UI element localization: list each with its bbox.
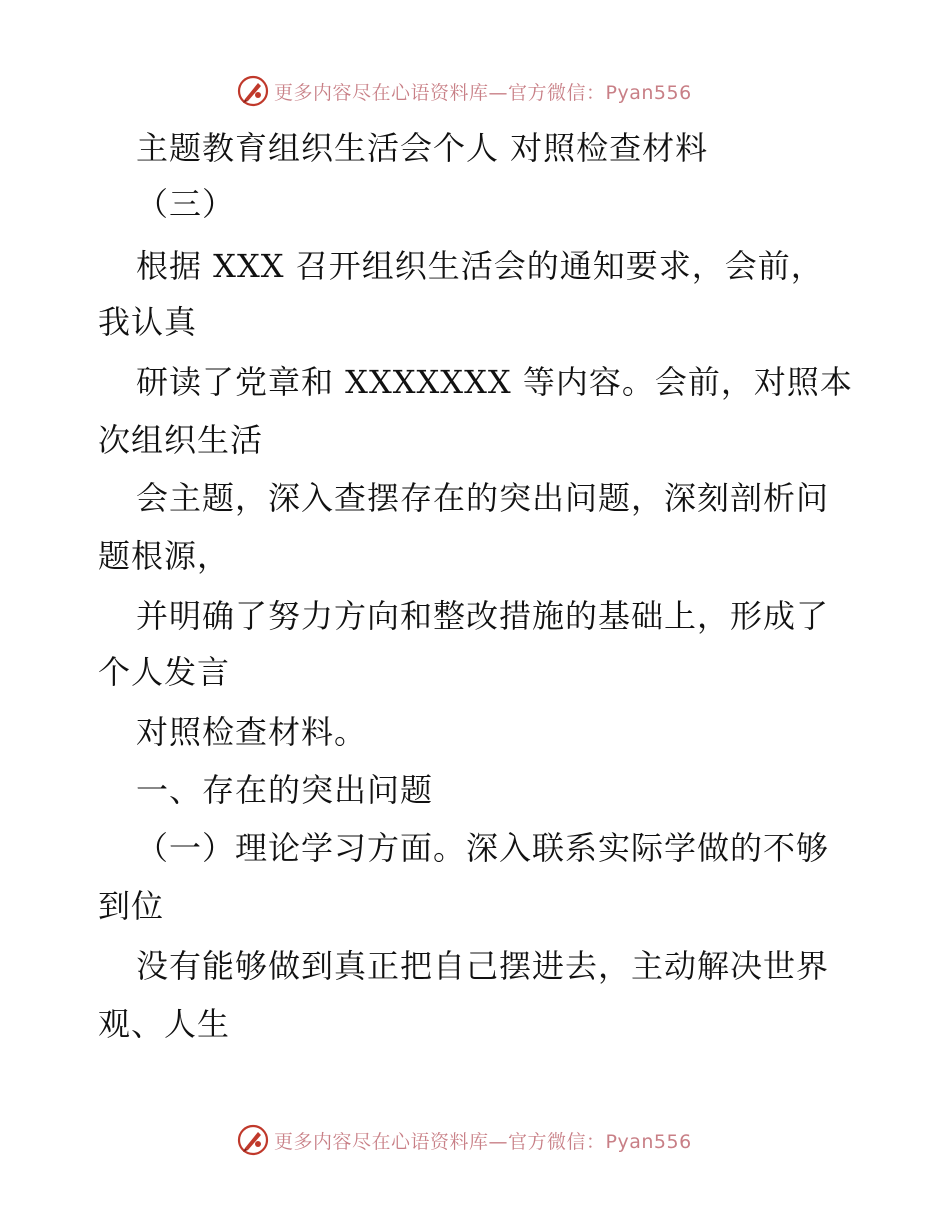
quill-logo-icon (236, 1123, 270, 1157)
paragraph-line: 会主题，深入查摆存在的突出问题，深刻剖析问 (136, 479, 830, 517)
paragraph-line: 根据 XXX 召开组织生活会的通知要求，会前， (136, 247, 824, 285)
paragraph-line: 研读了党章和 XXXXXXX 等内容。会前，对照本 (136, 363, 853, 401)
document-subtitle: （三） (136, 185, 236, 223)
paragraph-line: 个人发言 (98, 653, 231, 691)
paragraph-line: 到位 (98, 887, 165, 925)
subsection-heading: （一）理论学习方面。深入联系实际学做的不够 (136, 829, 830, 867)
header-watermark (236, 74, 692, 108)
watermark-text: 更多内容尽在心语资料库—官方微信：Pyan556 (274, 1130, 692, 1153)
paragraph-line: 观、人生 (98, 1005, 231, 1043)
document-title: 主题教育组织生活会个人 对照检查材料 (136, 129, 709, 167)
paragraph-line: 题根源， (98, 537, 231, 575)
paragraph-line: 我认真 (98, 303, 198, 341)
quill-logo-icon (236, 74, 270, 108)
paragraph-line: 次组织生活 (98, 421, 264, 459)
section-heading: 一、存在的突出问题 (136, 771, 434, 809)
paragraph-line: 没有能够做到真正把自己摆进去，主动解决世界 (136, 947, 830, 985)
paragraph-line: 对照检查材料。 (136, 713, 368, 751)
footer-watermark (236, 1123, 692, 1157)
paragraph-line: 并明确了努力方向和整改措施的基础上，形成了 (136, 597, 830, 635)
watermark-text: 更多内容尽在心语资料库—官方微信：Pyan556 (274, 81, 692, 104)
